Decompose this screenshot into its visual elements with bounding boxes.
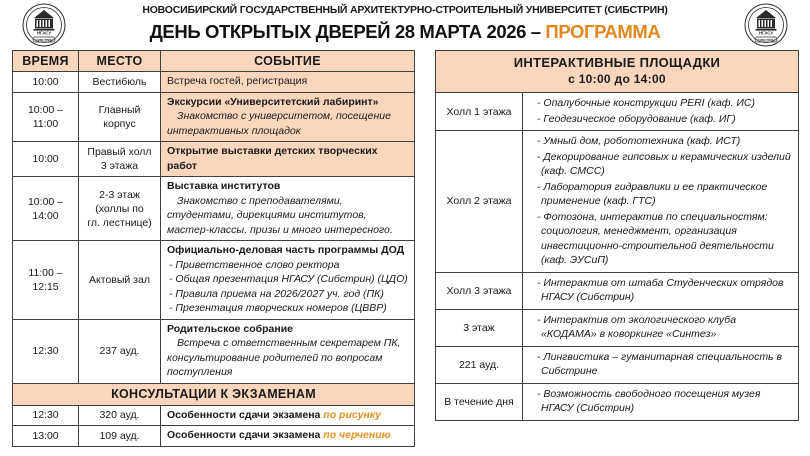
exam-description bbox=[161, 405, 415, 426]
schedule-place: Правый холл 3 этажа bbox=[79, 142, 161, 177]
page-title bbox=[90, 20, 720, 44]
table-row bbox=[13, 142, 415, 177]
exam-section-title: КОНСУЛЬТАЦИИ К ЭКЗАМЕНАМ bbox=[13, 383, 415, 405]
event-title: Официально-деловая часть программы ДОД bbox=[167, 244, 405, 256]
schedule-header-row bbox=[13, 51, 415, 72]
list-item: - Лаборатория гидравлики и ее практическое применение (каф. ГТС) bbox=[537, 180, 768, 207]
exam-place: 320 ауд. bbox=[79, 405, 161, 426]
venue-activity-list bbox=[529, 96, 794, 126]
venue-activity-list bbox=[529, 350, 794, 379]
venue-location: 221 ауд. bbox=[436, 346, 523, 383]
venue-activities bbox=[523, 93, 799, 131]
page-title-accent: ПРОГРАММА bbox=[545, 21, 661, 42]
schedule-event bbox=[161, 177, 415, 241]
svg-text:НГАСУ: НГАСУ bbox=[758, 30, 774, 36]
table-row bbox=[13, 319, 415, 383]
venue-location: В течение дня bbox=[436, 383, 523, 420]
schedule-event bbox=[161, 92, 415, 142]
list-item: - Опалубочные конструкции PERI (каф. ИС) bbox=[537, 97, 756, 109]
list-item: - Геодезическое оборудование (каф. ИГ) bbox=[537, 112, 736, 125]
event-title: Выставка институтов bbox=[167, 180, 281, 192]
exam-time: 12:30 bbox=[13, 405, 79, 426]
schedule-time: 10:00 bbox=[13, 72, 79, 93]
schedule-place: 2-3 этаж (холлы по гл. лестнице) bbox=[79, 177, 161, 241]
header-text-block bbox=[90, 0, 720, 44]
schedule-column-header: ВРЕМЯ bbox=[13, 51, 79, 72]
schedule-event bbox=[161, 142, 415, 177]
schedule-column-header: МЕСТО bbox=[79, 51, 161, 72]
schedule-time: 10:00 bbox=[13, 142, 79, 177]
exam-place: 109 ауд. bbox=[79, 426, 161, 447]
venue-location: Холл 3 этажа bbox=[436, 272, 523, 309]
venue-activities bbox=[523, 346, 799, 383]
interactive-title: ИНТЕРАКТИВНЫЕ ПЛОЩАДКИ bbox=[513, 55, 721, 70]
table-row bbox=[436, 383, 799, 420]
venue-location: Холл 2 этажа bbox=[436, 131, 523, 273]
exam-section-row bbox=[13, 383, 415, 405]
table-row bbox=[13, 72, 415, 93]
event-subtitle: Встреча с ответственным секретарем ПК, консультирование родителей по вопросам поступления bbox=[167, 337, 401, 378]
table-row bbox=[13, 241, 415, 320]
svg-text:СИБСТРИН: СИБСТРИН bbox=[757, 37, 775, 42]
schedule-time: 11:00 – 12:15 bbox=[13, 241, 79, 320]
venue-activities bbox=[523, 309, 799, 346]
schedule-time: 12:30 bbox=[13, 319, 79, 383]
table-row bbox=[436, 93, 799, 131]
tables-container bbox=[0, 50, 810, 454]
interactive-venues-table bbox=[435, 50, 799, 421]
interactive-header-row bbox=[436, 51, 799, 93]
list-item: - Общая презентация НГАСУ (Сибстрин) (ЦДО) bbox=[169, 273, 408, 285]
table-row bbox=[436, 272, 799, 309]
list-item: - Интерактив от экологического клуба «КОДАМА» в коворкинге «Синтез» bbox=[537, 313, 737, 340]
svg-text:СИБСТРИН: СИБСТРИН bbox=[35, 37, 53, 42]
venue-activity-list bbox=[529, 313, 794, 342]
list-item: - Фотозона, интерактив по специальностям: социология, менеджмент, организация инвестиционно-строительной деятельности (каф. ЭУСиП) bbox=[537, 210, 774, 266]
university-emblem-left-icon bbox=[22, 3, 66, 47]
event-title: Встреча гостей, регистрация bbox=[167, 75, 308, 87]
schedule-event bbox=[161, 241, 415, 320]
schedule-place: Актовый зал bbox=[79, 241, 161, 320]
venue-activity-list bbox=[529, 276, 794, 305]
schedule-event bbox=[161, 319, 415, 383]
list-item: - Презентация творческих номеров (ЦВВР) bbox=[169, 302, 387, 314]
svg-text:НГАСУ: НГАСУ bbox=[36, 30, 52, 36]
table-row bbox=[13, 92, 415, 142]
list-item: - Возможность свободного посещения музея НГАСУ (Сибстрин) bbox=[537, 387, 761, 414]
table-row bbox=[13, 426, 415, 447]
exam-description bbox=[161, 426, 415, 447]
schedule-place: Вестибюль bbox=[79, 72, 161, 93]
venue-location: 3 этаж bbox=[436, 309, 523, 346]
schedule-time: 10:00 – 11:00 bbox=[13, 92, 79, 142]
exam-description-main: Особенности сдачи экзамена bbox=[167, 429, 324, 441]
table-row bbox=[436, 309, 799, 346]
venue-activities bbox=[523, 383, 799, 420]
list-item: - Лингвистика – гуманитарная специальность в Сибстрине bbox=[537, 350, 782, 377]
exam-time: 13:00 bbox=[13, 426, 79, 447]
event-subtitle: Знакомство с университетом, посещение интерактивных площадок bbox=[167, 110, 391, 137]
table-row bbox=[13, 177, 415, 241]
university-name: НОВОСИБИРСКИЙ ГОСУДАРСТВЕННЫЙ АРХИТЕКТУРНО-СТРОИТЕЛЬНЫЙ УНИВЕРСИТЕТ (СИБСТРИН) bbox=[142, 4, 668, 16]
schedule-time: 10:00 – 14:00 bbox=[13, 177, 79, 241]
exam-description-accent: по рисунку bbox=[323, 408, 382, 421]
venue-activity-list bbox=[529, 134, 794, 268]
schedule-column-header: СОБЫТИЕ bbox=[161, 51, 415, 72]
schedule-place: Главный корпус bbox=[79, 92, 161, 142]
poster-header bbox=[0, 0, 810, 48]
table-row bbox=[13, 405, 415, 426]
exam-description-main: Особенности сдачи экзамена bbox=[167, 408, 324, 421]
schedule-place: 237 ауд. bbox=[79, 319, 161, 383]
list-item: - Интерактив от штаба Студенческих отрядов НГАСУ (Сибстрин) bbox=[537, 276, 784, 303]
venue-activity-list bbox=[529, 387, 794, 416]
table-row bbox=[436, 346, 799, 383]
venue-activities bbox=[523, 272, 799, 309]
list-item: - Правила приема на 2026/2027 уч. год (ПК) bbox=[169, 287, 384, 300]
table-row bbox=[436, 131, 799, 273]
venue-activities bbox=[523, 131, 799, 273]
event-title: Экскурсии «Университетский лабиринт» bbox=[167, 95, 379, 108]
schedule-event bbox=[161, 72, 415, 93]
schedule-table bbox=[12, 50, 415, 447]
list-item: - Декорирование гипсовых и керамических изделий (каф. СМСС) bbox=[537, 150, 791, 177]
university-emblem-right-icon bbox=[744, 3, 788, 47]
list-item: - Приветственное слово ректора bbox=[169, 258, 340, 271]
event-item-list bbox=[167, 258, 410, 316]
page-title-main: ДЕНЬ ОТКРЫТЫХ ДВЕРЕЙ 28 МАРТА 2026 – bbox=[149, 21, 546, 42]
event-title: Открытие выставки детских творческих работ bbox=[167, 145, 378, 172]
list-item: - Умный дом, робототехника (каф. ИСТ) bbox=[537, 135, 741, 147]
venue-location: Холл 1 этажа bbox=[436, 93, 523, 131]
event-subtitle: Знакомство с преподавателями, студентами, дирекциями институтов, мастер-классы, призы и много интересного. bbox=[167, 194, 393, 236]
interactive-subtitle: с 10:00 до 14:00 bbox=[568, 72, 666, 86]
exam-description-accent: по черчению bbox=[323, 429, 391, 441]
event-title: Родительское собрание bbox=[167, 322, 293, 335]
interactive-section-header bbox=[436, 51, 799, 93]
